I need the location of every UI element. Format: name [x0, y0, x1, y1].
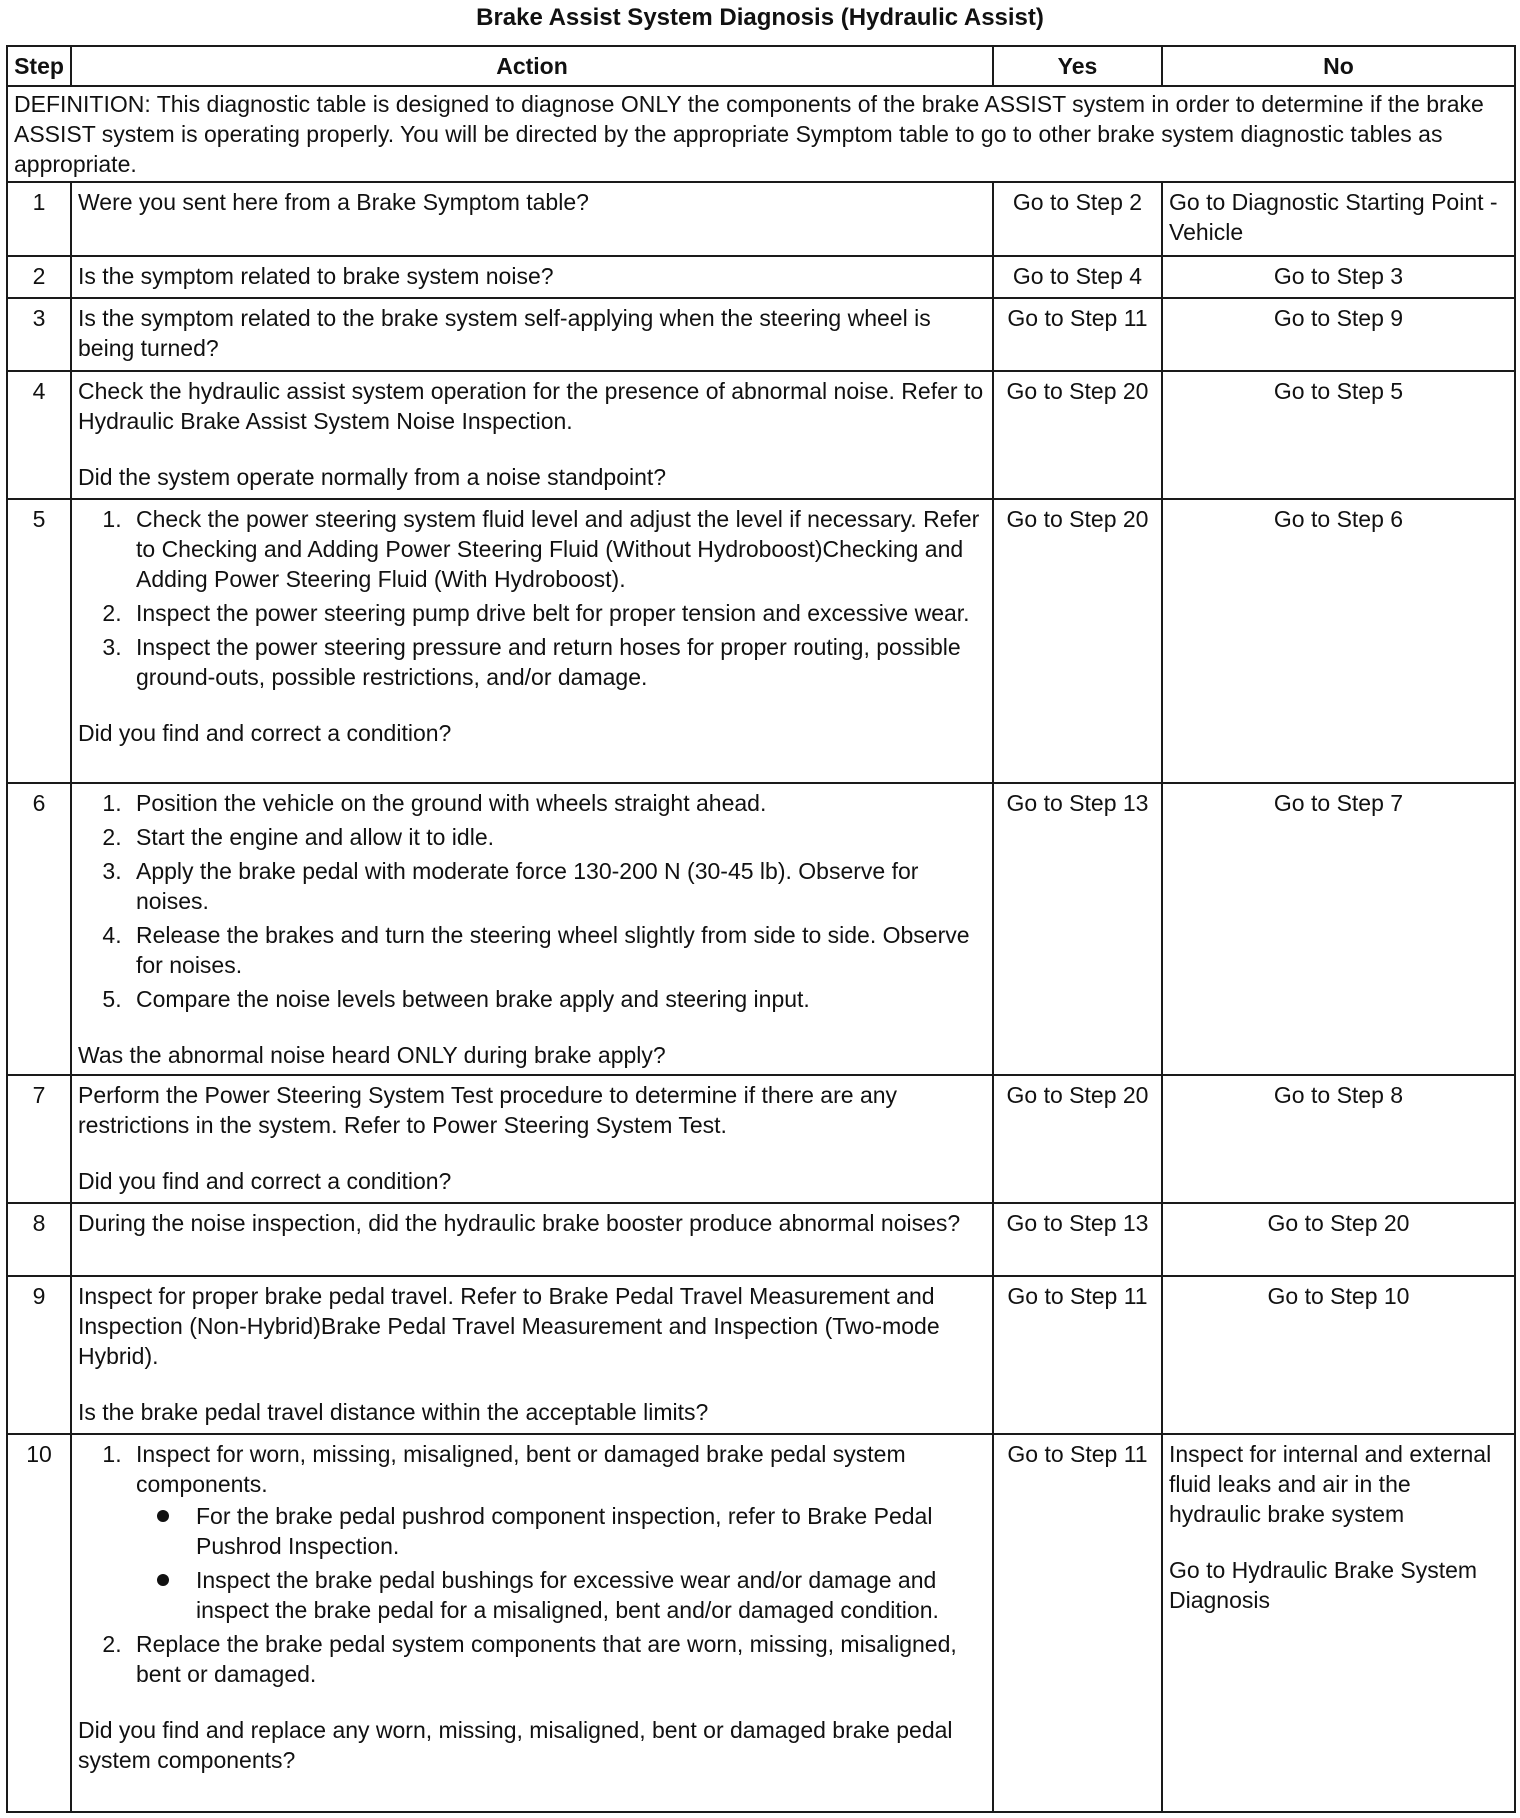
step-number: 1	[7, 182, 71, 256]
list-item	[128, 1439, 986, 1625]
step-question: Did the system operate normally from a noise standpoint?	[78, 464, 667, 490]
procedure-list	[78, 504, 986, 692]
step-action	[71, 1075, 993, 1203]
step-number: 8	[7, 1203, 71, 1276]
yes-header: Yes	[993, 46, 1162, 86]
step-question: Did you find and replace any worn, missing, misaligned, bent or damaged brake pedal system components?	[78, 1717, 953, 1773]
no-link[interactable]: Go to Diagnostic Starting Point - Vehicle	[1162, 182, 1515, 256]
yes-link[interactable]: Go to Step 4	[993, 256, 1162, 298]
step-question: Was the abnormal noise heard ONLY during brake apply?	[78, 1042, 666, 1068]
step-instruction: Perform the Power Steering System Test procedure to determine if there are any restrictions in the system. Refer to Power Steering System Test.	[78, 1082, 898, 1138]
table-row	[7, 371, 1515, 499]
bullet-list	[136, 1501, 986, 1625]
list-item: 2. Inspect the power steering pump drive belt for proper tension and excessive wear.	[128, 598, 986, 628]
table-row	[7, 182, 1515, 256]
step-number: 2	[7, 256, 71, 298]
table-row	[7, 1203, 1515, 1276]
yes-link[interactable]: Go to Step 13	[993, 1203, 1162, 1276]
no-link[interactable]: Go to Step 20	[1162, 1203, 1515, 1276]
table-row	[7, 1075, 1515, 1203]
step-question: Did you find and correct a condition?	[78, 1168, 452, 1194]
step-number: 10	[7, 1434, 71, 1812]
action-header: Action	[71, 46, 993, 86]
bullet-item: For the brake pedal pushrod component inspection, refer to Brake Pedal Pushrod Inspection.	[188, 1501, 986, 1561]
step-question: During the noise inspection, did the hydraulic brake booster produce abnormal noises?	[71, 1203, 993, 1276]
step-action	[71, 1434, 993, 1812]
no-link[interactable]: Go to Step 9	[1162, 298, 1515, 371]
table-row	[7, 1434, 1515, 1812]
list-item: 1. Position the vehicle on the ground with wheels straight ahead.	[128, 788, 986, 818]
step-action	[71, 1276, 993, 1434]
step-action	[71, 371, 993, 499]
table-row	[7, 256, 1515, 298]
step-number: 4	[7, 371, 71, 499]
yes-link[interactable]: Go to Step 11	[993, 1434, 1162, 1812]
list-item: 2. Replace the brake pedal system components that are worn, missing, misaligned, bent or damaged.	[128, 1629, 986, 1689]
step-instruction: Check the hydraulic assist system operation for the presence of abnormal noise. Refer to Hydraulic Brake Assist System Noise Inspection.	[78, 378, 984, 434]
definition-text: DEFINITION: This diagnostic table is designed to diagnose ONLY the components of the brake ASSIST system in order to determine if the brake ASSIST system is operating properly. You will be directed by the appropriate Symptom table to go to other brake system diagnostic tables as appropriate.	[7, 86, 1515, 182]
step-header: Step	[7, 46, 71, 86]
list-item: 3. Apply the brake pedal with moderate force 130-200 N (30-45 lb). Observe for noises.	[128, 856, 986, 916]
step-question: Did you find and correct a condition?	[78, 720, 452, 746]
no-link[interactable]: Go to Hydraulic Brake System Diagnosis	[1169, 1557, 1478, 1613]
step-question: Is the symptom related to brake system noise?	[71, 256, 993, 298]
no-link[interactable]: Go to Step 8	[1162, 1075, 1515, 1203]
yes-link[interactable]: Go to Step 20	[993, 499, 1162, 783]
no-cell	[1162, 1434, 1515, 1812]
step-number: 6	[7, 783, 71, 1075]
table-row	[7, 298, 1515, 371]
step-question: Were you sent here from a Brake Symptom table?	[71, 182, 993, 256]
no-link[interactable]: Go to Step 6	[1162, 499, 1515, 783]
table-row	[7, 1276, 1515, 1434]
header-row	[7, 46, 1515, 86]
definition-row	[7, 86, 1515, 182]
yes-link[interactable]: Go to Step 13	[993, 783, 1162, 1075]
no-link[interactable]: Go to Step 10	[1162, 1276, 1515, 1434]
step-instruction: Inspect for proper brake pedal travel. Refer to Brake Pedal Travel Measurement and Inspection (Non-Hybrid)Brake Pedal Travel Measurement and Inspection (Two-mode Hybrid).	[78, 1283, 940, 1369]
no-link[interactable]: Go to Step 7	[1162, 783, 1515, 1075]
step-number: 5	[7, 499, 71, 783]
procedure-list	[78, 1439, 986, 1689]
step-action	[71, 499, 993, 783]
no-link[interactable]: Go to Step 5	[1162, 371, 1515, 499]
no-instruction: Inspect for internal and external fluid leaks and air in the hydraulic brake system	[1169, 1441, 1492, 1527]
yes-link[interactable]: Go to Step 20	[993, 1075, 1162, 1203]
yes-link[interactable]: Go to Step 20	[993, 371, 1162, 499]
list-item: 1. Check the power steering system fluid level and adjust the level if necessary. Refer to Checking and Adding Power Steering Fluid (Without Hydroboost)Checking and Adding Power Steering Fluid (With Hydroboost).	[128, 504, 986, 594]
table-row	[7, 499, 1515, 783]
list-item-text: Inspect for worn, missing, misaligned, bent or damaged brake pedal system components.	[136, 1441, 906, 1497]
no-header: No	[1162, 46, 1515, 86]
yes-link[interactable]: Go to Step 11	[993, 1276, 1162, 1434]
list-item: 3. Inspect the power steering pressure and return hoses for proper routing, possible ground-outs, possible restrictions, and/or damage.	[128, 632, 986, 692]
step-number: 3	[7, 298, 71, 371]
list-item: 2. Start the engine and allow it to idle.	[128, 822, 986, 852]
step-question: Is the brake pedal travel distance within the acceptable limits?	[78, 1399, 709, 1425]
diagnostic-table	[6, 45, 1516, 1813]
bullet-item: Inspect the brake pedal bushings for excessive wear and/or damage and inspect the brake pedal for a misaligned, bent and/or damaged condition.	[188, 1565, 986, 1625]
step-number: 7	[7, 1075, 71, 1203]
procedure-list	[78, 788, 986, 1014]
step-number: 9	[7, 1276, 71, 1434]
page-title: Brake Assist System Diagnosis (Hydraulic Assist)	[476, 4, 1044, 31]
yes-link[interactable]: Go to Step 2	[993, 182, 1162, 256]
no-link[interactable]: Go to Step 3	[1162, 256, 1515, 298]
list-item: 4. Release the brakes and turn the steering wheel slightly from side to side. Observe for noises.	[128, 920, 986, 980]
step-action	[71, 783, 993, 1075]
table-row	[7, 783, 1515, 1075]
step-question: Is the symptom related to the brake system self-applying when the steering wheel is being turned?	[71, 298, 993, 371]
list-item: 5. Compare the noise levels between brake apply and steering input.	[128, 984, 986, 1014]
yes-link[interactable]: Go to Step 11	[993, 298, 1162, 371]
